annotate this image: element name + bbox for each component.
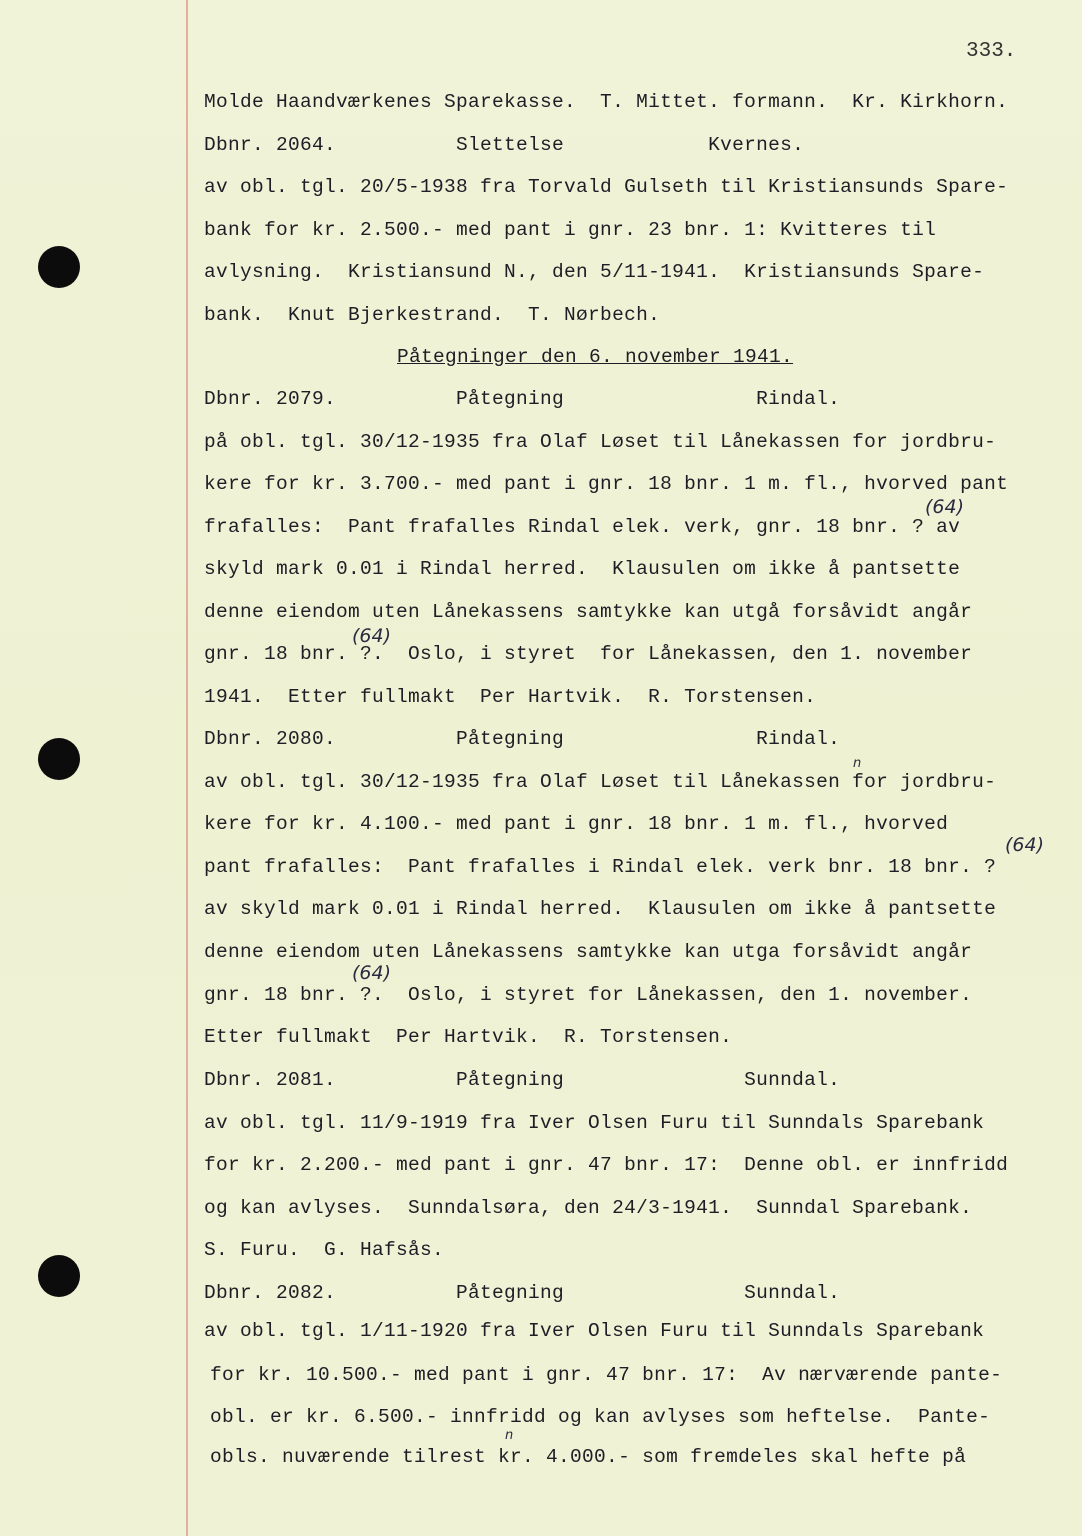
text-line: obl. er kr. 6.500.- innfridd og kan avlyses som heftelse. Pante- [210, 1406, 991, 1428]
text-line: gnr. 18 bnr. ?. Oslo, i styret for Lånekassen, den 1. november [204, 643, 973, 665]
text-line: av obl. tgl. 1/11-1920 fra Iver Olsen Furu til Sunndals Sparebank [204, 1320, 985, 1342]
text-line: Dbnr. 2081. Påtegning Sunndal. [204, 1069, 841, 1091]
text-line: for kr. 2.200.- med pant i gnr. 47 bnr. 17: Denne obl. er innfridd [204, 1154, 1009, 1176]
text-line: 1941. Etter fullmakt Per Hartvik. R. Torstensen. [204, 686, 817, 708]
text-line: bank. Knut Bjerkestrand. T. Nørbech. [204, 304, 661, 326]
text-line: gnr. 18 bnr. ?. Oslo, i styret for Lånekassen, den 1. november. [204, 984, 973, 1006]
punch-hole [38, 1255, 80, 1297]
page-number: 333. [966, 40, 1017, 63]
text-line: Molde Haandværkenes Sparekasse. T. Mittet. formann. Kr. Kirkhorn. [204, 91, 1009, 113]
handwritten-note: n [505, 1428, 514, 1443]
text-line: av skyld mark 0.01 i Rindal herred. Klausulen om ikke å pantsette [204, 898, 997, 920]
text-line: denne eiendom uten Lånekassens samtykke kan utga forsåvidt angår [204, 941, 973, 963]
text-line: bank for kr. 2.500.- med pant i gnr. 23 bnr. 1: Kvitteres til [204, 219, 937, 241]
handwritten-note: (64) [352, 625, 392, 647]
text-line: av obl. tgl. 20/5-1938 fra Torvald Gulseth til Kristiansunds Spare- [204, 176, 1009, 198]
text-line: Etter fullmakt Per Hartvik. R. Torstensen. [204, 1026, 733, 1048]
margin-rule [186, 0, 188, 1536]
text-line: på obl. tgl. 30/12-1935 fra Olaf Løset til Lånekassen for jordbru- [204, 431, 997, 453]
punch-hole [38, 738, 80, 780]
text-line: Dbnr. 2082. Påtegning Sunndal. [204, 1282, 841, 1304]
text-line: obls. nuværende tilrest kr. 4.000.- som fremdeles skal hefte på [210, 1446, 967, 1468]
text-line: avlysning. Kristiansund N., den 5/11-1941. Kristiansunds Spare- [204, 261, 985, 283]
text-line: Dbnr. 2080. Påtegning Rindal. [204, 728, 841, 750]
text-line: kere for kr. 4.100.- med pant i gnr. 18 bnr. 1 m. fl., hvorved [204, 813, 949, 835]
text-line: skyld mark 0.01 i Rindal herred. Klausulen om ikke å pantsette [204, 558, 961, 580]
text-line: Dbnr. 2079. Påtegning Rindal. [204, 388, 841, 410]
section-heading: Påtegninger den 6. november 1941. [397, 346, 794, 368]
text-line: frafalles: Pant frafalles Rindal elek. verk, gnr. 18 bnr. ? av [204, 516, 961, 538]
text-line: S. Furu. G. Hafsås. [204, 1239, 445, 1261]
punch-hole [38, 246, 80, 288]
handwritten-note: (64) [1005, 834, 1045, 856]
handwritten-note: (64) [925, 496, 965, 518]
text-line: for kr. 10.500.- med pant i gnr. 47 bnr. 17: Av nærværende pante- [210, 1364, 1003, 1386]
text-line: kere for kr. 3.700.- med pant i gnr. 18 bnr. 1 m. fl., hvorved pant [204, 473, 1009, 495]
handwritten-note: (64) [352, 962, 392, 984]
text-line: denne eiendom uten Lånekassens samtykke kan utgå forsåvidt angår [204, 601, 973, 623]
text-line: av obl. tgl. 11/9-1919 fra Iver Olsen Furu til Sunndals Sparebank [204, 1112, 985, 1134]
handwritten-note: n [853, 756, 862, 771]
text-line: Dbnr. 2064. Slettelse Kvernes. [204, 134, 805, 156]
text-line: av obl. tgl. 30/12-1935 fra Olaf Løset til Lånekassen for jordbru- [204, 771, 997, 793]
text-line: pant frafalles: Pant frafalles i Rindal elek. verk bnr. 18 bnr. ? [204, 856, 997, 878]
text-line: og kan avlyses. Sunndalsøra, den 24/3-1941. Sunndal Sparebank. [204, 1197, 973, 1219]
